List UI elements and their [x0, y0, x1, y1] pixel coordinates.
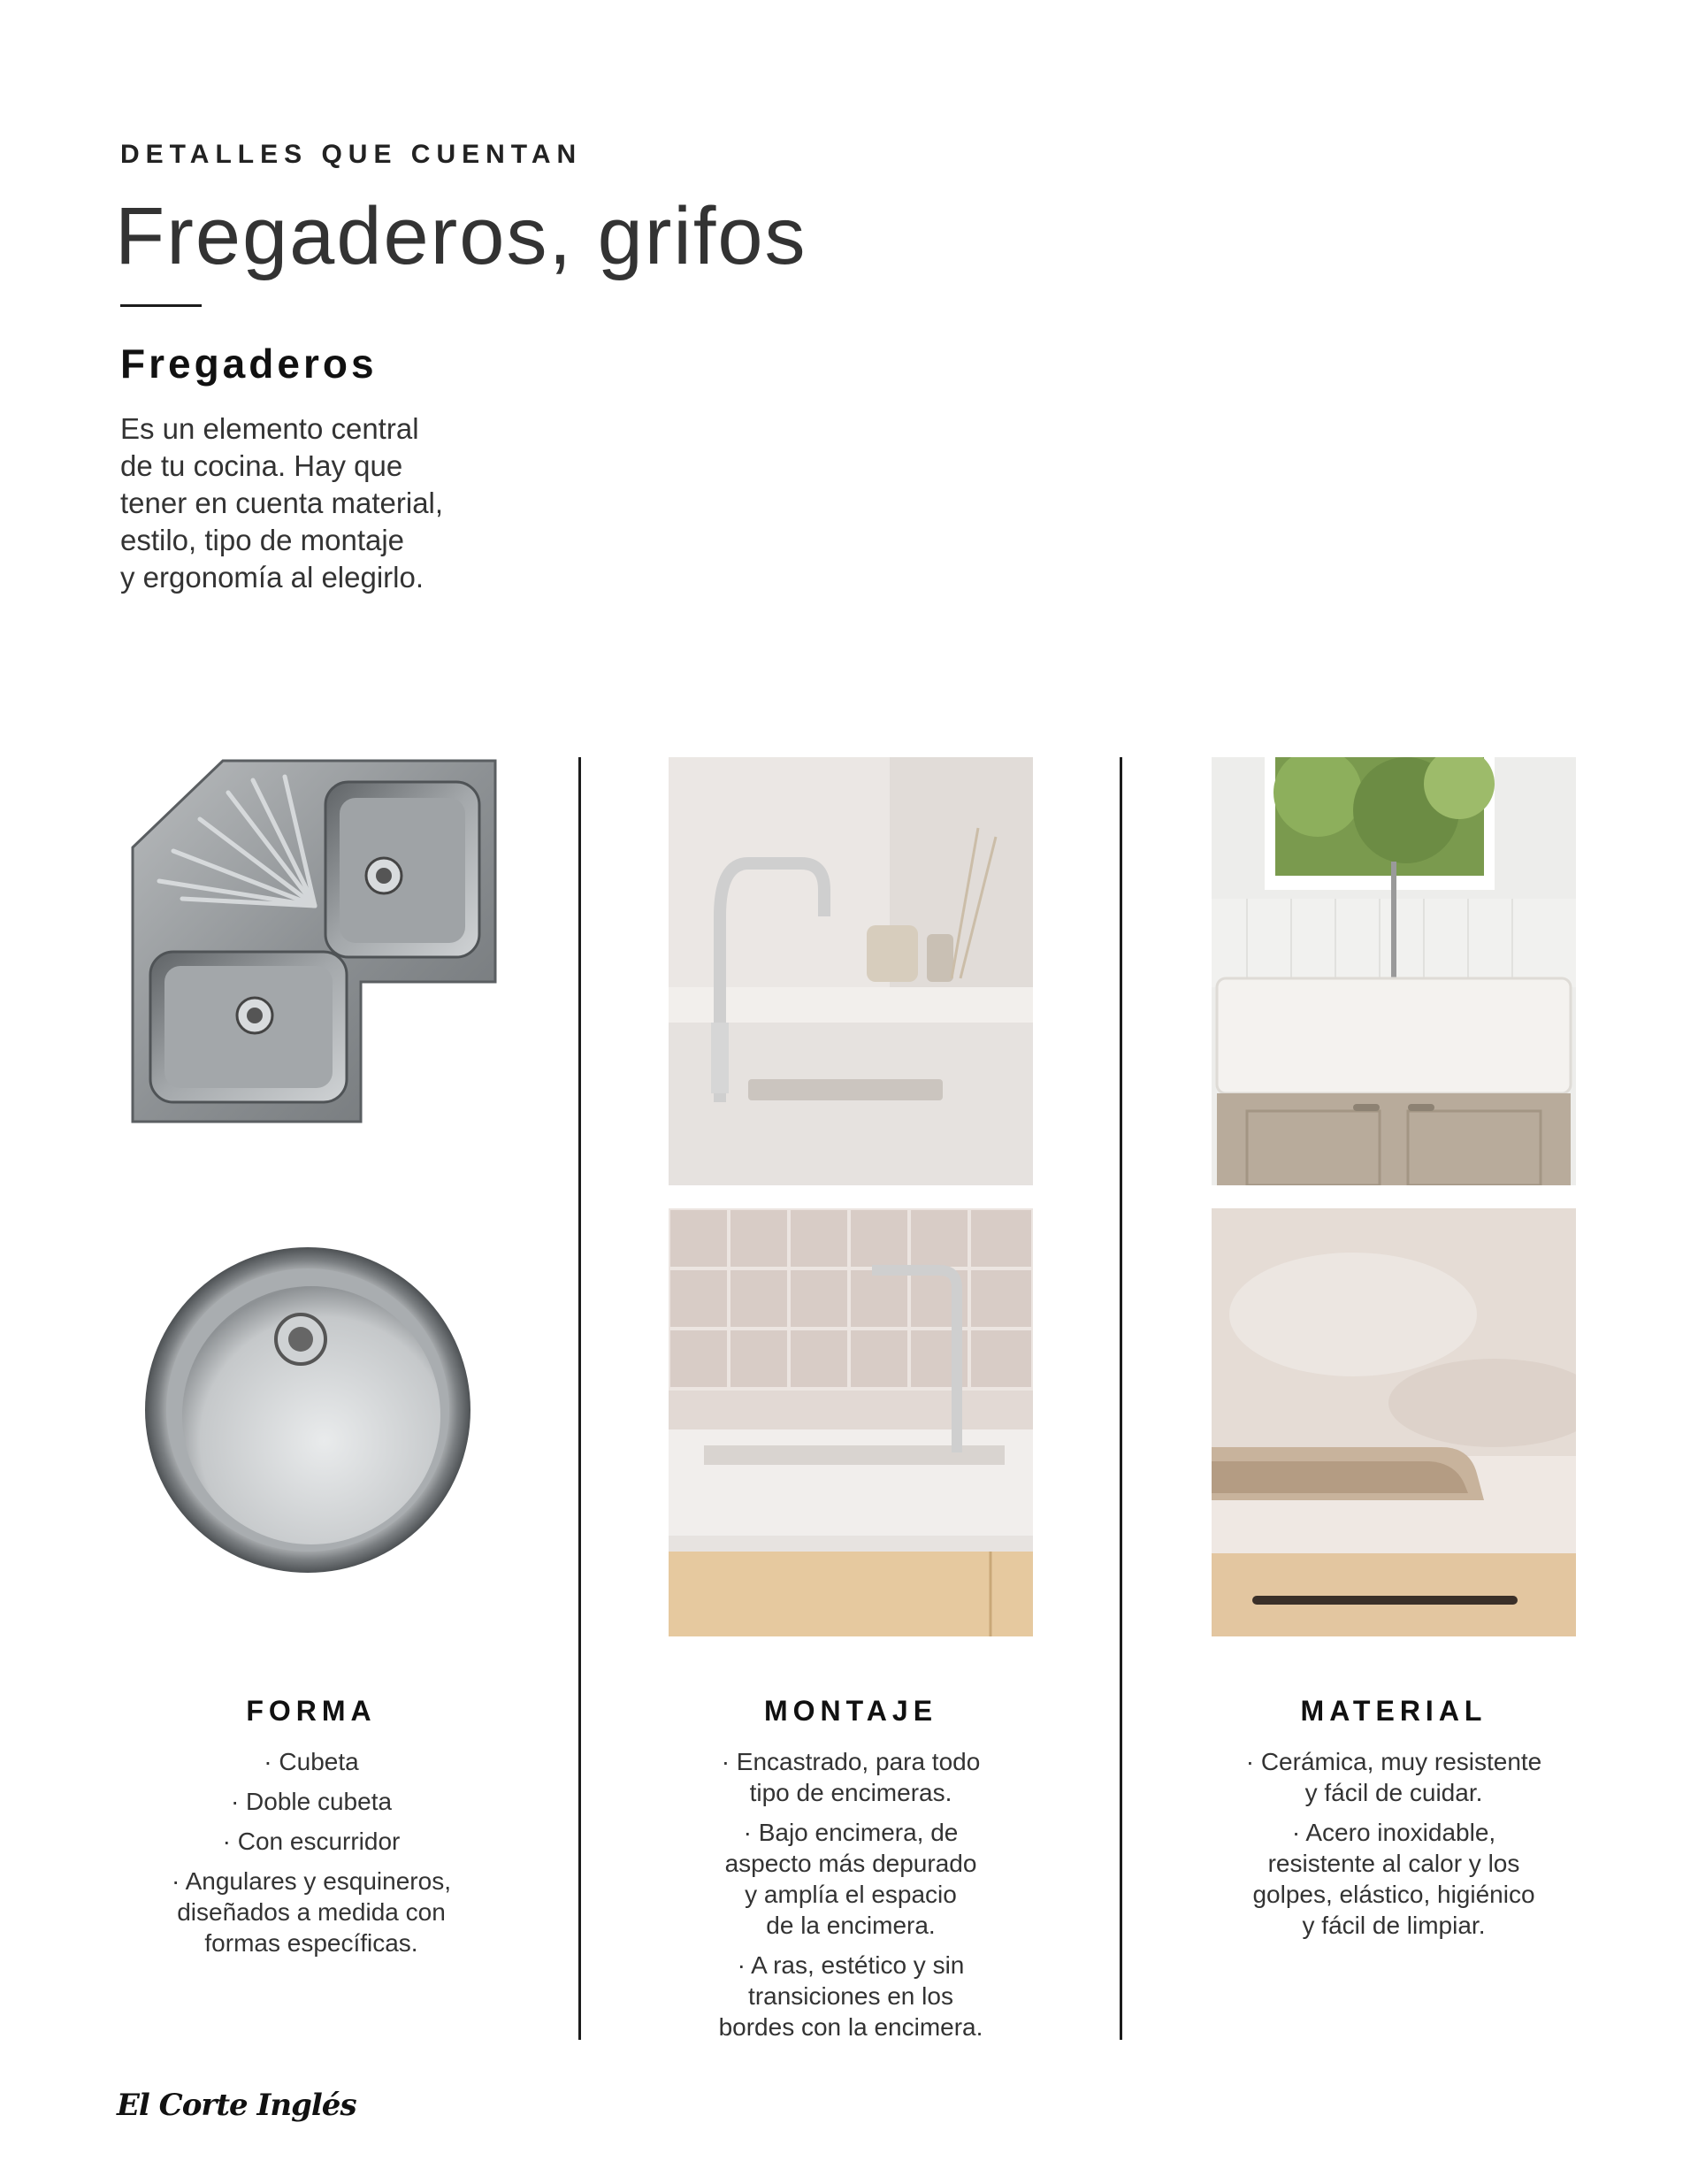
list-item-line: diseñados a medida con	[177, 1898, 446, 1926]
steel-sink-photo	[1212, 1208, 1576, 1636]
list-item	[81, 1786, 541, 1817]
montaje-list	[621, 1746, 1081, 2051]
list-item	[81, 1866, 541, 1958]
list-item-line: de la encimera.	[766, 1912, 936, 1939]
list-item-line: y fácil de cuidar.	[1304, 1779, 1483, 1806]
title-divider	[120, 304, 202, 307]
forma-heading: FORMA	[246, 1695, 377, 1727]
list-item	[1164, 1817, 1624, 1941]
list-item-line: aspecto más depurado	[724, 1850, 977, 1877]
column-divider	[1120, 757, 1122, 2040]
list-item-line: y fácil de limpiar.	[1302, 1912, 1486, 1939]
intro-line: Es un elemento central	[120, 412, 419, 445]
forma-list	[81, 1746, 541, 1967]
intro-paragraph	[120, 410, 527, 596]
list-item	[621, 1817, 1081, 1941]
list-item-line: · Cerámica, muy resistente	[1245, 1748, 1542, 1775]
encastrado-sink-photo	[669, 757, 1033, 1185]
list-item-line: · Acero inoxidable,	[1291, 1819, 1496, 1846]
page-title: Fregaderos, grifos	[115, 191, 807, 281]
list-item-line: · Con escurridor	[222, 1828, 401, 1855]
bajo-encimera-sink-photo	[669, 1208, 1033, 1636]
list-item	[81, 1746, 541, 1777]
section-heading: Fregaderos	[120, 341, 378, 387]
material-list	[1164, 1746, 1624, 1950]
intro-line: tener en cuenta material,	[120, 487, 444, 519]
list-item-line: formas específicas.	[204, 1929, 418, 1957]
list-item-line: · Bajo encimera, de	[743, 1819, 959, 1846]
list-item	[81, 1826, 541, 1857]
list-item-line: · A ras, estético y sin	[737, 1951, 965, 1979]
list-item	[621, 1950, 1081, 2042]
material-heading: MATERIAL	[1300, 1695, 1488, 1727]
list-item	[621, 1746, 1081, 1808]
round-sink-image	[142, 1242, 474, 1578]
list-item-line: golpes, elástico, higiénico	[1252, 1881, 1535, 1908]
list-item-line: resistente al calor y los	[1267, 1850, 1520, 1877]
intro-line: y ergonomía al elegirlo.	[120, 561, 424, 594]
intro-line: estilo, tipo de montaje	[120, 524, 405, 556]
list-item-line: tipo de encimeras.	[749, 1779, 952, 1806]
list-item-line: · Encastrado, para todo	[721, 1748, 981, 1775]
list-item-line: · Cubeta	[264, 1748, 359, 1775]
list-item-line: bordes con la encimera.	[718, 2013, 983, 2041]
column-divider	[578, 757, 581, 2040]
brand-logo: El Corte Inglés	[117, 2088, 356, 2123]
list-item	[1164, 1746, 1624, 1808]
list-item-line: · Doble cubeta	[230, 1788, 393, 1815]
corner-sink-image	[129, 757, 501, 1125]
eyebrow-label: DETALLES QUE CUENTAN	[120, 140, 583, 169]
intro-line: de tu cocina. Hay que	[120, 449, 403, 482]
list-item-line: y amplía el espacio	[745, 1881, 957, 1908]
list-item-line: transiciones en los	[748, 1982, 953, 2010]
ceramic-sink-photo	[1212, 757, 1576, 1185]
list-item-line: · Angulares y esquineros,	[172, 1867, 451, 1895]
montaje-heading: MONTAJE	[763, 1695, 938, 1727]
